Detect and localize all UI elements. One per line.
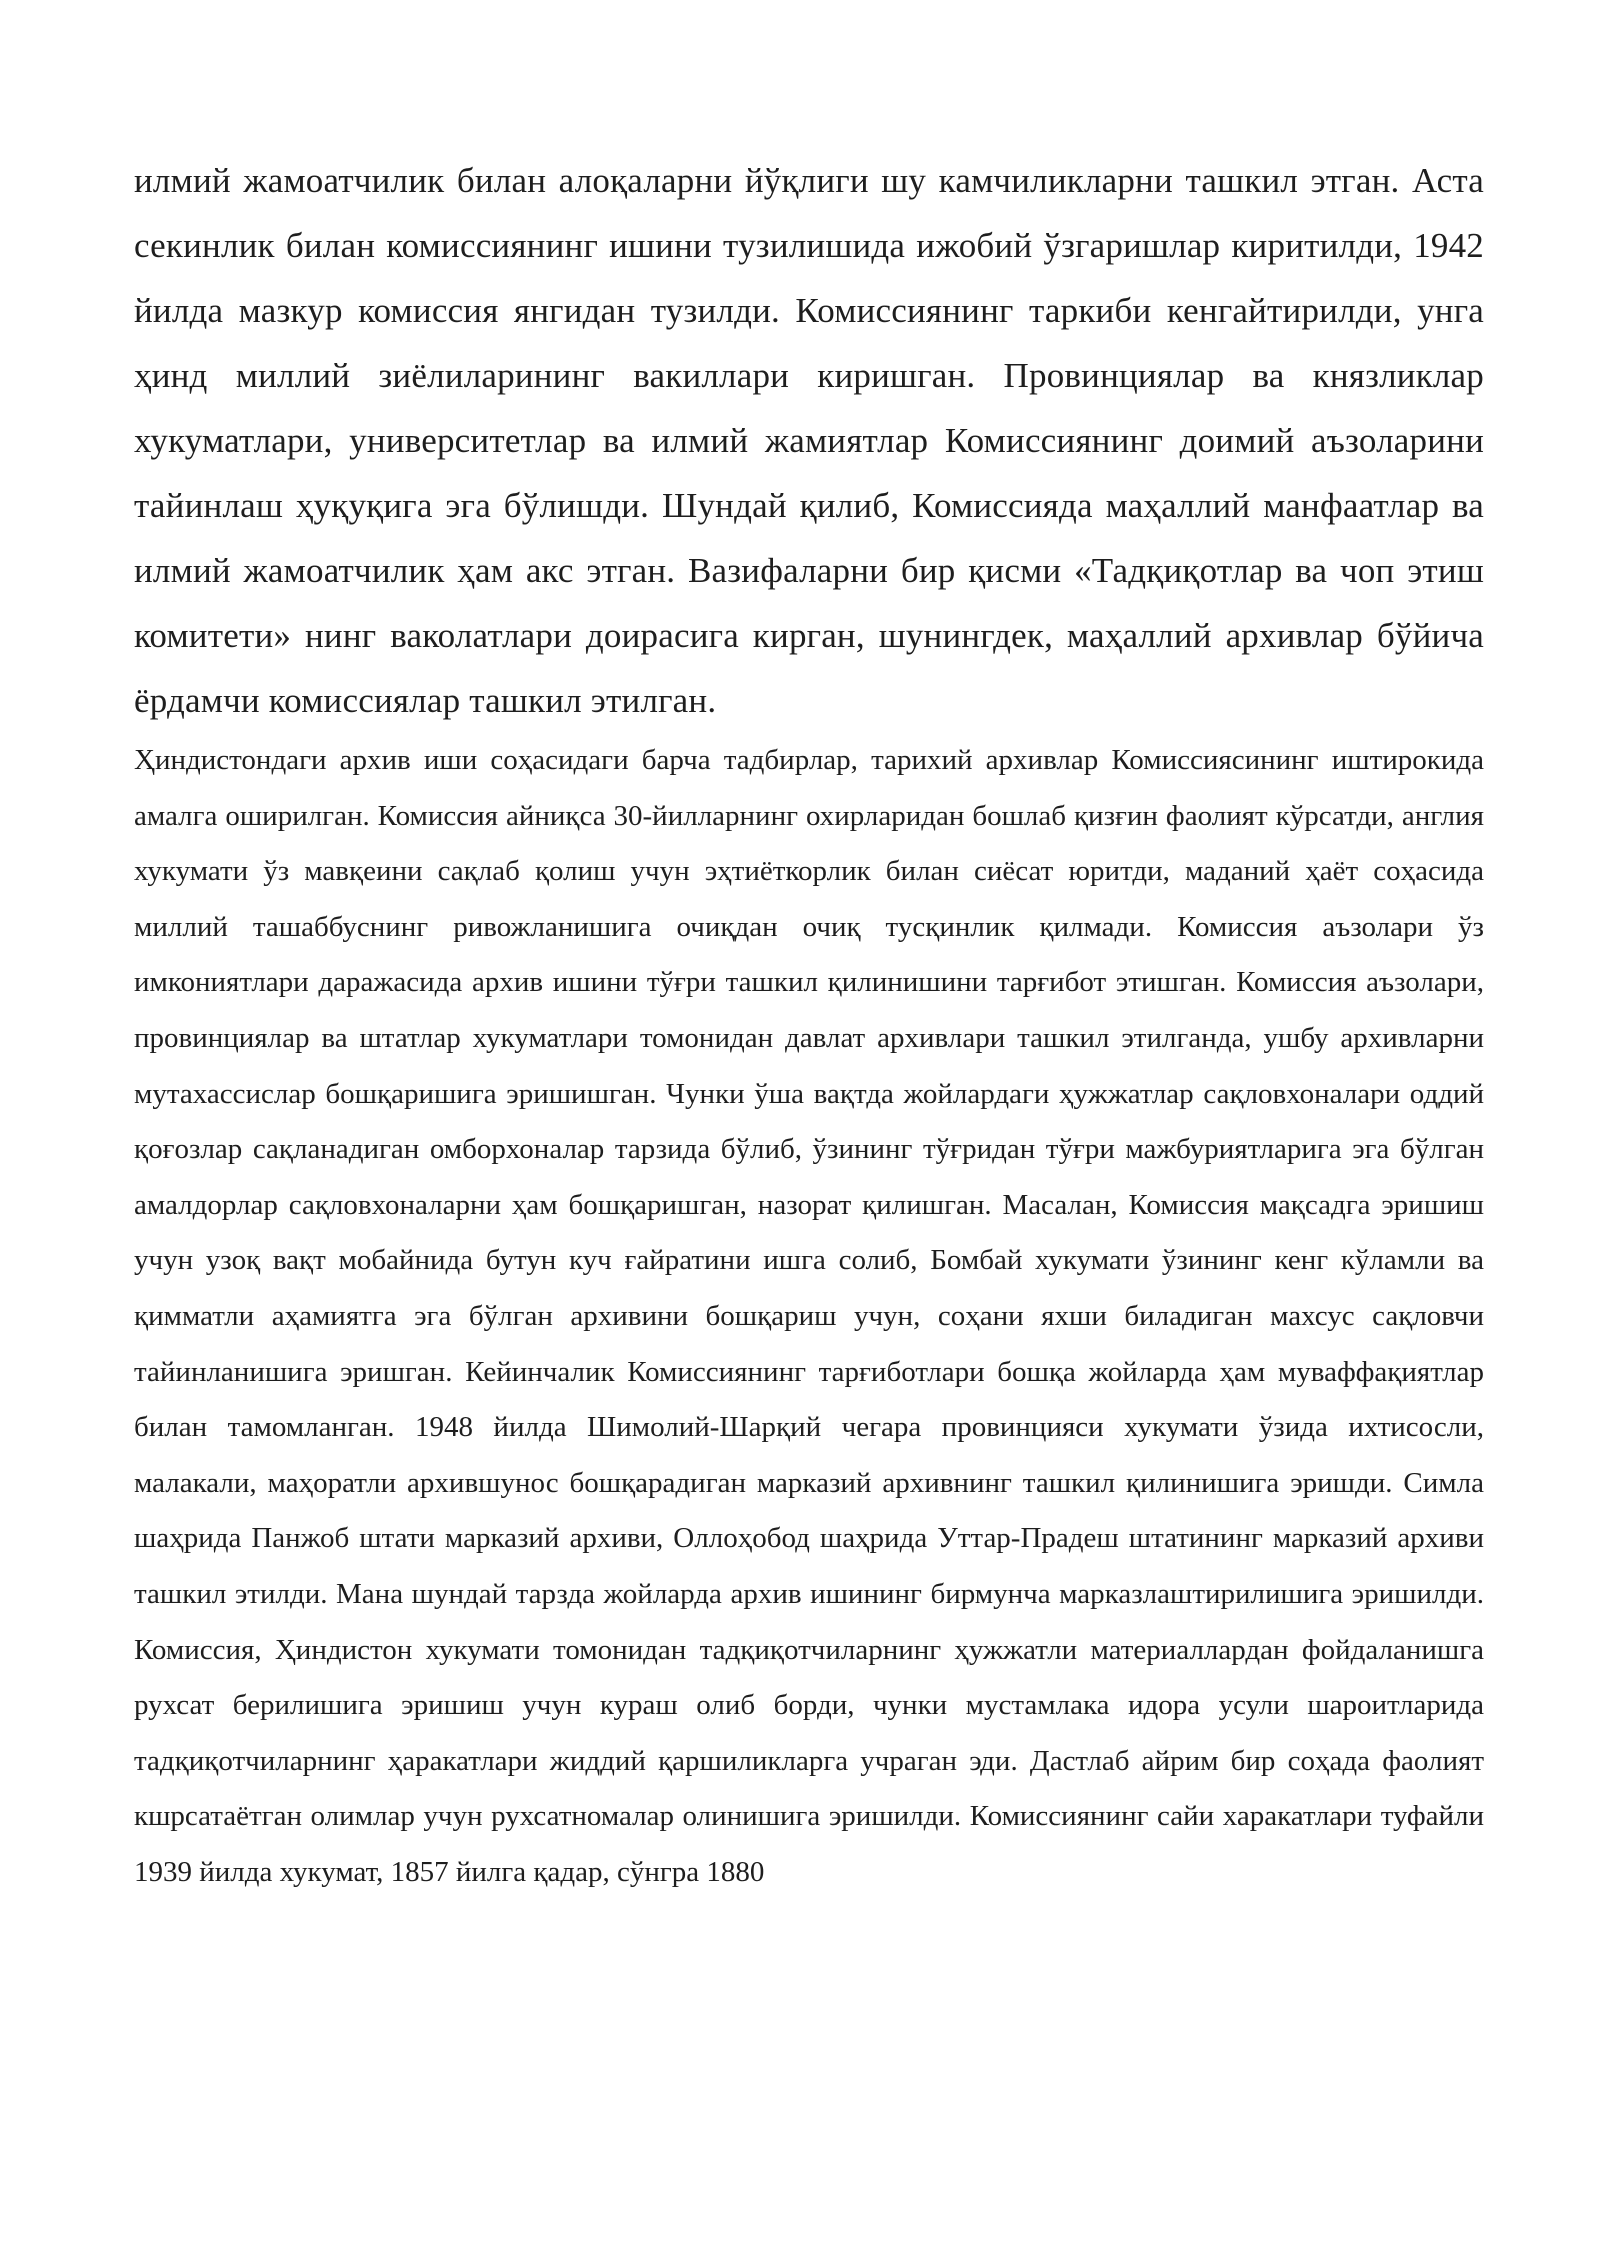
- paragraph-archive-activities: Ҳиндистондаги архив иши соҳасидаги барча тадбирлар, тарихий архивлар Комиссиясининг иштирокида амалга оширилган. Комиссия айниқса 30-йилларнинг охирларидан бошлаб қизғин фаолият кўрсатди, англия хукумати ўз мавқеини сақлаб қолиш учун эҳтиёткорлик билан сиёсат юритди, маданий ҳаёт соҳасида миллий ташаббуснинг ривожланишига очиқдан очиқ тусқинлик қилмади. Комиссия аъзолари ўз имкониятлари даражасида архив ишини тўғри ташкил қилинишини тарғибот этишган. Комиссия аъзолари, провинциялар ва штатлар хукуматлари томонидан давлат архивлари ташкил этилганда, ушбу архивларни мутахассислар бошқаришига эришишган. Чунки ўша вақтда жойлардаги ҳужжатлар сақловхоналари оддий қоғозлар сақланадиган омборхоналар тарзида бўлиб, ўзининг тўғридан тўғри мажбуриятларига эга бўлган амалдорлар сақловхоналарни ҳам бошқаришган, назорат қилишган. Масалан, Комиссия мақсадга эришиш учун узоқ вақт мобайнида бутун куч ғайратини ишга солиб, Бомбай хукумати ўзининг кенг кўламли ва қимматли аҳамиятга эга бўлган архивини бошқариш учун, соҳани яхши биладиган махсус сақловчи тайинланишига эришган. Кейинчалик Комиссиянинг тарғиботлари бошқа жойларда ҳам муваффақиятлар билан тамомланган. 1948 йилда Шимолий-Шарқий чегара провинцияси хукумати ўзида ихтисосли, малакали, маҳоратли архившунос бошқарадиган марказий архивнинг ташкил қилинишига эришди. Симла шаҳрида Панжоб штати марказий архиви, Оллоҳобод шаҳрида Уттар-Прадеш штатининг марказий архиви ташкил этилди. Мана шундай тарзда жойларда архив ишининг бирмунча марказлаштирилишига эришилди. Комиссия, Ҳиндистон хукумати томонидан тадқиқотчиларнинг ҳужжатли материаллардан фойдаланишга рухсат берилишига эришиш учун кураш олиб борди, чунки мустамлака идора усули шароитларида тадқиқотчиларнинг ҳаракатлари жиддий қаршиликларга учраган эди. Дастлаб айрим бир соҳада фаолият кшрсатаётган олимлар учун рухсатномалар олинишига эришилди. Комиссиянинг сайи харакатлари туфайли 1939 йилда хукумат, 1857 йилга қадар, сўнгра 1880: [134, 744, 1484, 1888]
- paragraph-commission-reorganization: илмий жамоатчилик билан алоқаларни йўқлиги шу камчиликларни ташкил этган. Аста секинлик билан комиссиянинг ишини тузилишида ижобий ўзгаришлар киритилди, 1942 йилда мазкур комиссия янгидан тузилди. Комиссиянинг таркиби кенгайтирилди, унга ҳинд миллий зиёлиларининг вакиллари киришган. Провинциялар ва князликлар хукуматлари, университетлар ва илмий жамиятлар Комиссиянинг доимий аъзоларини тайинлаш ҳуқуқига эга бўлишди. Шундай қилиб, Комиссияда маҳаллий манфаатлар ва илмий жамоатчилик ҳам акс этган. Вазифаларни бир қисми «Тадқиқотлар ва чоп этиш комитети» нинг ваколатлари доирасига кирган, шунингдек, маҳаллий архивлар бўйича ёрдамчи комиссиялар ташкил этилган.: [134, 161, 1484, 720]
- document-body: [134, 148, 1484, 1900]
